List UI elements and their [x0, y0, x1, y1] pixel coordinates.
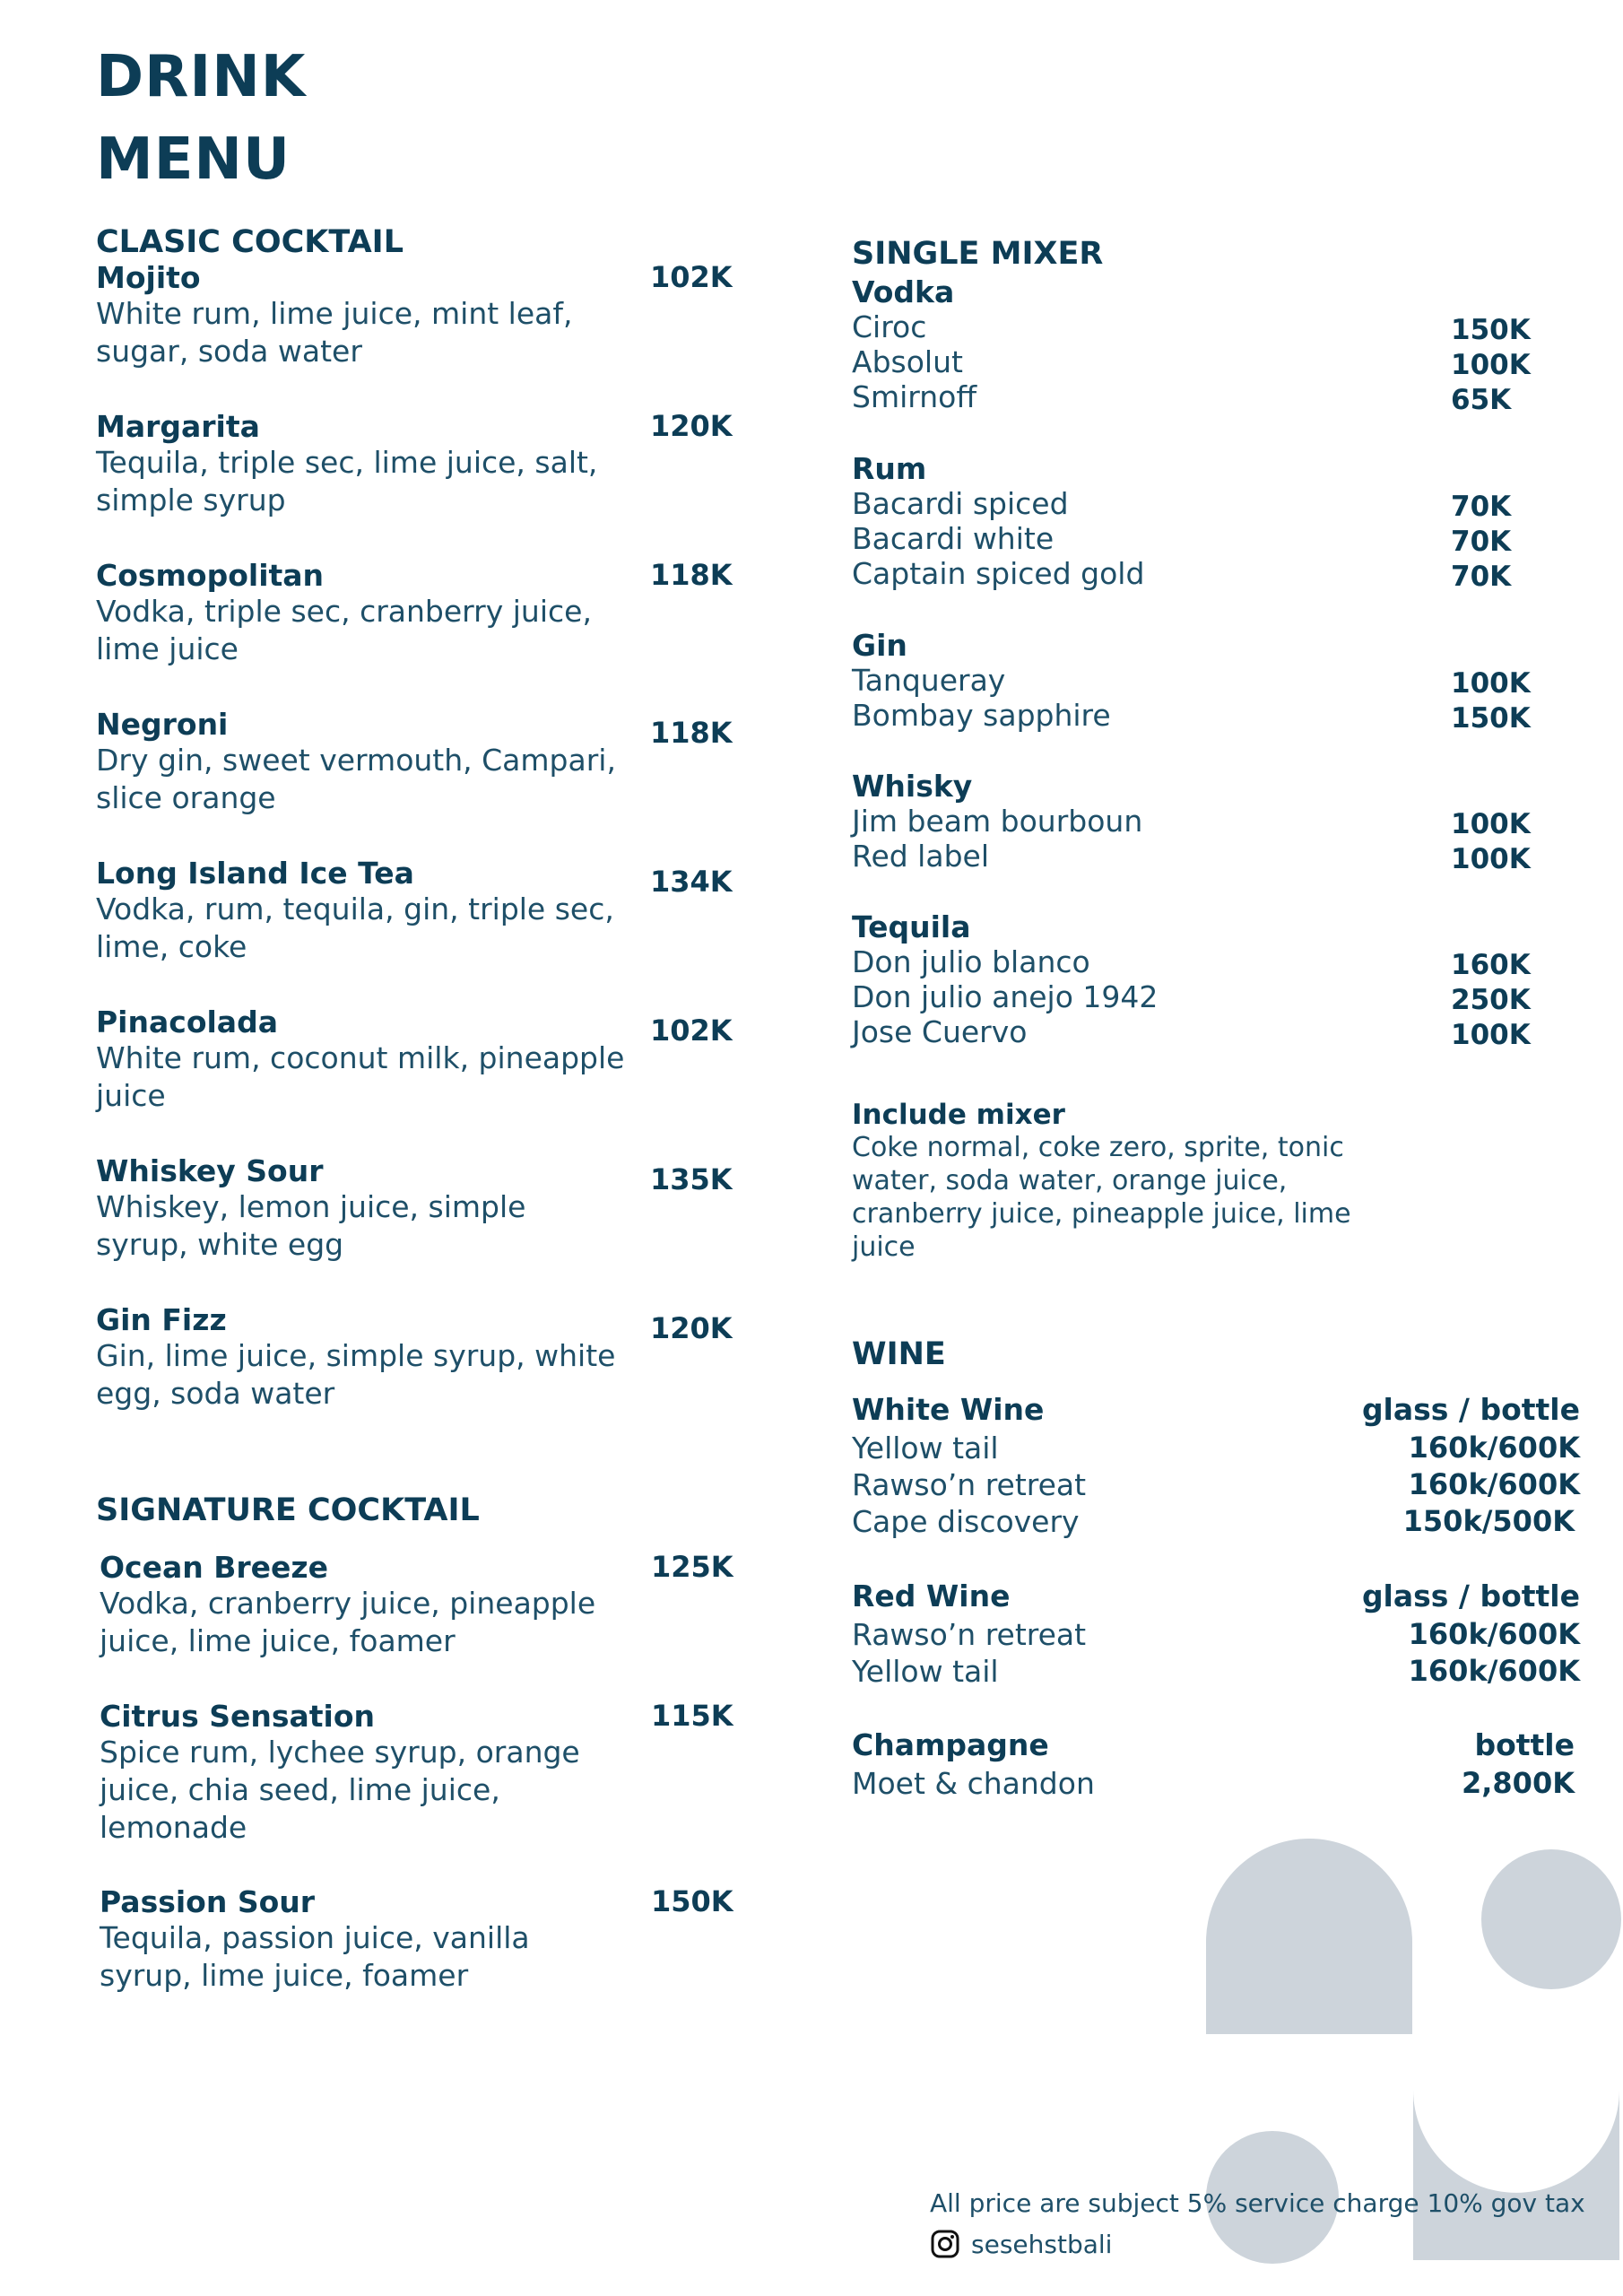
- wine-price: 150k/500K: [1402, 1504, 1575, 1538]
- mixer-label: Tanqueray: [852, 663, 1006, 698]
- mixer-row: [852, 698, 1533, 733]
- item-price: 115K: [651, 1699, 733, 1733]
- mixer-label: Jim beam bourboun: [852, 804, 1143, 839]
- mixer-label: Absolut: [852, 344, 963, 379]
- item-description: White rum, lime juice, mint leaf, sugar, soda water: [96, 296, 573, 369]
- wine-label: Cape discovery: [852, 1504, 1080, 1539]
- wine-row: [852, 1765, 1580, 1802]
- item-description: Tequila, triple sec, lime juice, salt, simple syrup: [96, 445, 598, 517]
- mixer-row: [852, 663, 1533, 698]
- item-price: 118K: [650, 716, 733, 750]
- mixer-group-name: Whisky: [852, 769, 973, 804]
- item-price: 118K: [650, 558, 733, 592]
- item-name: Passion Sour: [100, 1884, 316, 1919]
- mixer-group-tequila: [852, 909, 1533, 1049]
- include-mixer-heading: Include mixer: [852, 1099, 1065, 1131]
- mixer-group-name: Vodka: [852, 274, 955, 309]
- menu-item: [96, 1302, 733, 1413]
- menu-item: [96, 1004, 733, 1115]
- wine-price: 2,800K: [1461, 1766, 1575, 1800]
- item-price: 134K: [650, 865, 733, 899]
- mixer-price: 160K: [1451, 949, 1531, 981]
- page-title: [96, 36, 306, 201]
- item-description: Vodka, rum, tequila, gin, triple sec, lime, coke: [96, 891, 614, 964]
- item-name: Mojito: [96, 260, 201, 295]
- mixer-price: 70K: [1451, 491, 1512, 523]
- item-price: 120K: [650, 409, 733, 443]
- mixer-label: Bacardi white: [852, 521, 1055, 556]
- logo-circle-shape: [1481, 1849, 1621, 1989]
- mixer-group-name: Tequila: [852, 909, 971, 944]
- mixer-price: 100K: [1451, 808, 1531, 840]
- wine-label: Yellow tail: [852, 1431, 999, 1465]
- mixer-row: [852, 944, 1533, 979]
- mixer-label: Ciroc: [852, 309, 927, 344]
- instagram-handle-text: sesehstbali: [971, 2229, 1113, 2259]
- wine-price: 160k/600K: [1408, 1431, 1580, 1465]
- item-name: Whiskey Sour: [96, 1153, 324, 1188]
- wine-row: [852, 1503, 1580, 1540]
- item-name: Margarita: [96, 409, 260, 444]
- wine-group-name: Champagne: [852, 1727, 1049, 1762]
- mixer-price: 150K: [1451, 702, 1531, 735]
- item-description: Tequila, passion juice, vanilla syrup, lime juice, foamer: [100, 1920, 530, 1993]
- mixer-label: Smirnoff: [852, 379, 977, 414]
- wine-row: [852, 1466, 1580, 1503]
- single-mixer-heading: SINGLE MIXER: [852, 236, 1104, 272]
- mixer-label: Jose Cuervo: [852, 1014, 1028, 1049]
- menu-item: [96, 707, 733, 817]
- mixer-row: [852, 521, 1533, 556]
- mixer-row: [852, 309, 1533, 344]
- mixer-group-name: Rum: [852, 451, 927, 486]
- mixer-label: Bombay sapphire: [852, 698, 1111, 733]
- menu-item: [100, 1884, 733, 1995]
- mixer-row: [852, 556, 1533, 591]
- mixer-price: 70K: [1451, 526, 1512, 558]
- wine-label: Moet & chandon: [852, 1766, 1095, 1801]
- item-description: White rum, coconut milk, pineapple juice: [96, 1040, 625, 1113]
- wine-label: Rawso’n retreat: [852, 1467, 1087, 1502]
- instagram-icon: [930, 2229, 960, 2259]
- item-name: Citrus Sensation: [100, 1699, 376, 1734]
- mixer-price: 250K: [1451, 984, 1531, 1016]
- mixer-row: [852, 804, 1533, 839]
- mixer-row: [852, 486, 1533, 521]
- menu-item: [96, 1153, 733, 1264]
- item-name: Ocean Breeze: [100, 1550, 329, 1585]
- wine-row: [852, 1430, 1580, 1466]
- signature-cocktail-heading: SIGNATURE COCKTAIL: [96, 1492, 480, 1528]
- mixer-price: 70K: [1451, 561, 1512, 593]
- menu-item: [100, 1550, 733, 1660]
- include-mixer: [852, 1099, 1354, 1264]
- mixer-price: 100K: [1451, 843, 1531, 875]
- wine-group-name: Red Wine: [852, 1578, 1011, 1613]
- item-price: 120K: [650, 1311, 733, 1345]
- menu-item: [96, 260, 733, 370]
- wine-group-white: [852, 1392, 1580, 1540]
- mixer-group-name: Gin: [852, 628, 907, 663]
- mixer-price: 100K: [1451, 349, 1531, 381]
- item-name: Pinacolada: [96, 1004, 278, 1039]
- item-description: Vodka, triple sec, cranberry juice, lime juice: [96, 594, 592, 666]
- item-name: Long Island Ice Tea: [96, 856, 414, 891]
- logo-arch-shape: [1206, 1839, 1412, 2034]
- item-description: Gin, lime juice, simple syrup, white egg, soda water: [96, 1338, 616, 1411]
- item-price: 102K: [650, 260, 733, 294]
- mixer-row: [852, 344, 1533, 379]
- wine-heading: WINE: [852, 1336, 946, 1372]
- item-price: 150K: [651, 1884, 733, 1918]
- include-mixer-text: Coke normal, coke zero, sprite, tonic water, soda water, orange juice, cranberry juice, pineapple juice, lime juice: [852, 1132, 1351, 1263]
- wine-row: [852, 1653, 1580, 1690]
- mixer-group-gin: [852, 628, 1533, 733]
- item-price: 125K: [651, 1550, 733, 1584]
- title-line-2: MENU: [96, 126, 291, 193]
- mixer-group-rum: [852, 451, 1533, 591]
- mixer-row: [852, 379, 1533, 414]
- wine-group-red: [852, 1578, 1580, 1690]
- wine-label: Rawso’n retreat: [852, 1617, 1087, 1652]
- item-description: Spice rum, lychee syrup, orange juice, chia seed, lime juice, lemonade: [100, 1735, 580, 1845]
- item-description: Dry gin, sweet vermouth, Campari, slice orange: [96, 743, 616, 815]
- mixer-label: Red label: [852, 839, 989, 874]
- wine-unit-label: glass / bottle: [1361, 1392, 1580, 1427]
- mixer-group-whisky: [852, 769, 1533, 874]
- mixer-label: Captain spiced gold: [852, 556, 1145, 591]
- wine-price: 160k/600K: [1408, 1654, 1580, 1688]
- mixer-price: 100K: [1451, 667, 1531, 700]
- item-price: 135K: [650, 1162, 733, 1196]
- wine-unit-label: glass / bottle: [1361, 1578, 1580, 1613]
- wine-row: [852, 1616, 1580, 1653]
- wine-group-name: White Wine: [852, 1392, 1045, 1427]
- wine-unit-label: bottle: [1474, 1727, 1575, 1762]
- logo-pillar-shape: [1413, 2090, 1619, 2260]
- item-description: Whiskey, lemon juice, simple syrup, white egg: [96, 1189, 526, 1262]
- mixer-price: 150K: [1451, 314, 1531, 346]
- item-price: 102K: [650, 1013, 733, 1048]
- wine-label: Yellow tail: [852, 1654, 999, 1689]
- item-name: Gin Fizz: [96, 1302, 227, 1337]
- mixer-label: Don julio blanco: [852, 944, 1090, 979]
- item-description: Vodka, cranberry juice, pineapple juice, lime juice, foamer: [100, 1586, 596, 1658]
- mixer-label: Don julio anejo 1942: [852, 979, 1159, 1014]
- menu-item: [96, 558, 733, 668]
- item-name: Cosmopolitan: [96, 558, 325, 593]
- classic-cocktail-heading: CLASIC COCKTAIL: [96, 224, 404, 260]
- menu-item: [96, 856, 733, 966]
- wine-price: 160k/600K: [1408, 1617, 1580, 1651]
- wine-price: 160k/600K: [1408, 1467, 1580, 1501]
- mixer-price: 100K: [1451, 1019, 1531, 1051]
- mixer-group-vodka: [852, 274, 1533, 414]
- mixer-row: [852, 839, 1533, 874]
- instagram-handle[interactable]: [930, 2226, 1112, 2262]
- mixer-row: [852, 979, 1533, 1014]
- service-charge-note: All price are subject 5% service charge 10% gov tax: [930, 2188, 1585, 2218]
- item-name: Negroni: [96, 707, 229, 742]
- mixer-label: Bacardi spiced: [852, 486, 1069, 521]
- title-line-1: DRINK: [96, 44, 307, 110]
- wine-group-champagne: [852, 1727, 1580, 1802]
- menu-item: [96, 409, 733, 519]
- menu-item: [100, 1699, 733, 1847]
- mixer-price: 65K: [1451, 384, 1512, 416]
- mixer-row: [852, 1014, 1533, 1049]
